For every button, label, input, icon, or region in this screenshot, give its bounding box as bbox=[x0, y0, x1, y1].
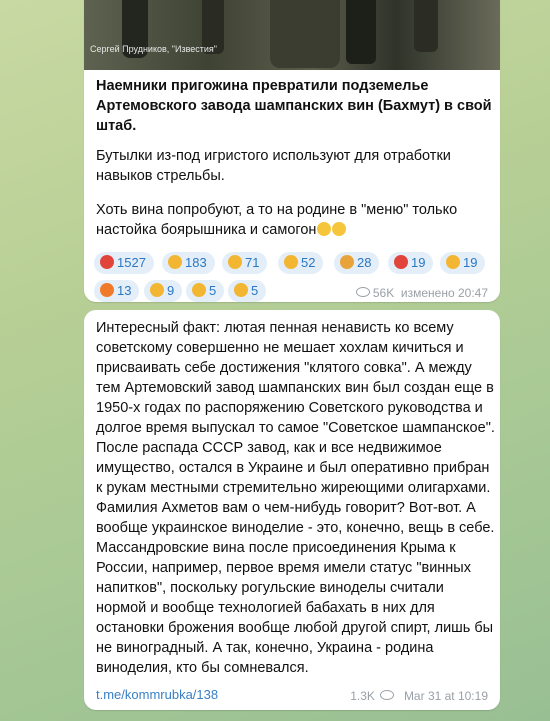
eye-icon bbox=[356, 287, 370, 297]
reaction-chip[interactable]: 19 bbox=[440, 252, 485, 274]
view-count: 56K bbox=[372, 286, 395, 300]
edited-time: изменено 20:47 bbox=[400, 286, 488, 300]
thinking-face-icon bbox=[192, 283, 206, 297]
thumbs-up-icon bbox=[168, 255, 182, 269]
reaction-chip[interactable]: 9 bbox=[144, 280, 182, 302]
reaction-chip[interactable]: 71 bbox=[222, 252, 267, 274]
crying-face-icon bbox=[446, 255, 460, 269]
post-paragraph: Бутылки из-под игристого используют для отработки навыков стрельбы. bbox=[96, 148, 451, 184]
post-message-2 bbox=[84, 310, 500, 710]
reaction-chip[interactable]: 1527 bbox=[94, 252, 154, 274]
exploding-head-icon bbox=[340, 255, 354, 269]
grin-emoji-icon bbox=[332, 222, 346, 236]
post-paragraph: Хоть вина попробуют, а то на родине в "меню" только настойка боярышника и самогон bbox=[96, 202, 458, 238]
reaction-chip[interactable]: 52 bbox=[278, 252, 323, 274]
reaction-chip[interactable]: 183 bbox=[162, 252, 215, 274]
thumbs-down-icon bbox=[284, 255, 298, 269]
post-link[interactable]: t.me/kommrubka/138 bbox=[96, 687, 219, 702]
heart-icon bbox=[394, 255, 408, 269]
fire-icon bbox=[100, 283, 114, 297]
post-meta bbox=[356, 286, 488, 300]
post-photo[interactable] bbox=[84, 0, 500, 70]
grin-emoji-icon bbox=[317, 222, 331, 236]
reaction-chip[interactable]: 5 bbox=[228, 280, 266, 302]
post-body: Интересный факт: лютая пенная ненависть ко всему советскому совершенно не мешает хохлам кичиться и присваивать себе достижения "клятого совка". А между тем Артемовский завод шампанских вин был создан еще в 1950-х годах по распоряжению Советского руководства и долгое время выпускал то самое "Советское шампанское". После распада СССР завод, как и все недвижимое имущество, остался в Украине и был оперативно прибран к рукам местными стремительно жиреющими олигархами. Фамилия Ахметов вам о чем-нибудь говорит? Вот-вот. А вообще украинское виноделие - это, конечно, вещь в себе. Массандровские вина после присоединения Крыма к России, например, первое время имели статус "винных напитков", поскольку рогульские виноделы считали нормой и вообще технологией бабахать в них для остановки брожения вообще любой другой спирт, лишь бы не виноградный. А так, конечно, Украина - родина виноделия, кто бы сомневался. bbox=[96, 320, 495, 676]
post-paragraph-with-emoji bbox=[96, 200, 492, 240]
view-count: 1.3K bbox=[350, 689, 375, 703]
post-meta bbox=[350, 689, 488, 703]
post-date: Mar 31 at 10:19 bbox=[403, 689, 488, 703]
eye-icon bbox=[380, 690, 394, 700]
photo-caption: Сергей Прудников, "Известия" bbox=[90, 44, 217, 54]
clap-icon bbox=[150, 283, 164, 297]
angry-face-icon bbox=[100, 255, 114, 269]
reaction-chip[interactable]: 13 bbox=[94, 280, 139, 302]
reaction-chip[interactable]: 28 bbox=[334, 252, 379, 274]
post-title: Наемники пригожина превратили подземелье Артемовского завода шампанских вин (Бахмут) в свой штаб. bbox=[96, 78, 492, 134]
reaction-chip[interactable]: 5 bbox=[186, 280, 224, 302]
post-message-1 bbox=[84, 0, 500, 302]
grin-icon bbox=[228, 255, 242, 269]
star-struck-icon bbox=[234, 283, 248, 297]
reaction-chip[interactable]: 19 bbox=[388, 252, 433, 274]
